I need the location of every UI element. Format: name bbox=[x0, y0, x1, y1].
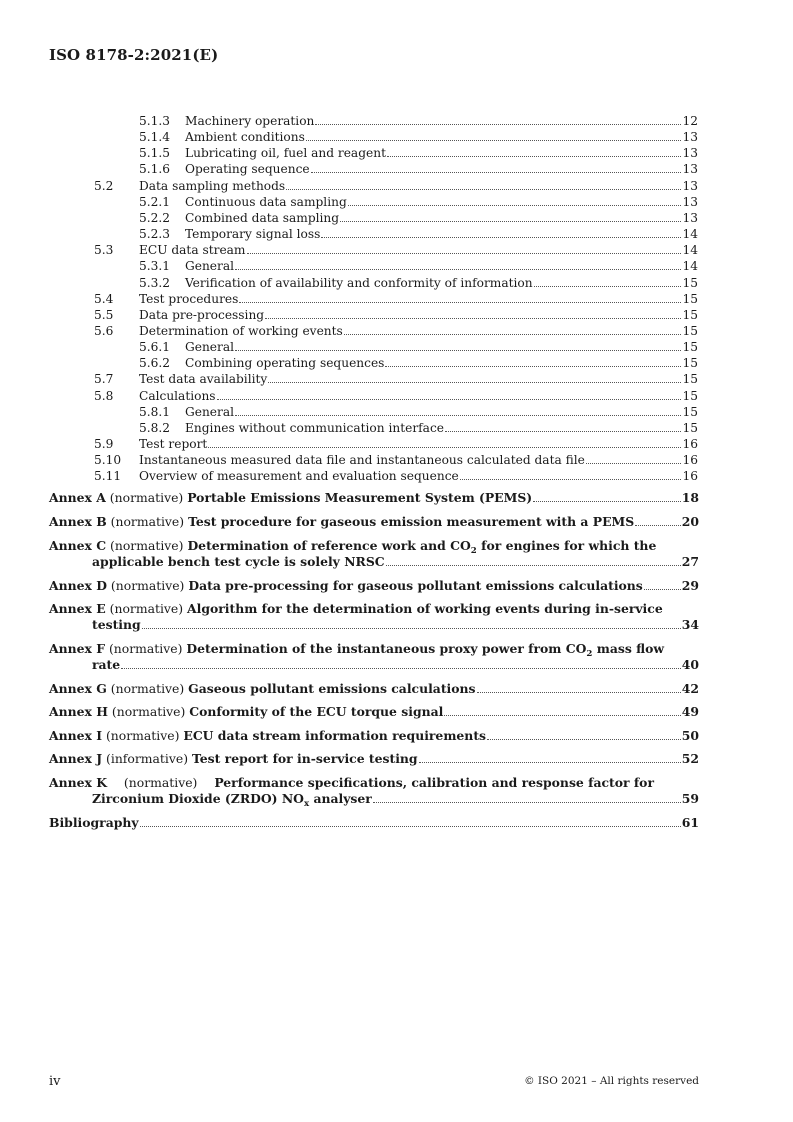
leader-dots bbox=[444, 714, 680, 716]
toc-entry[interactable] bbox=[0, 194, 793, 210]
toc-entry-page: 16 bbox=[682, 469, 698, 484]
toc-annex-g[interactable] bbox=[49, 681, 699, 697]
toc-entry-number: 5.1.3 bbox=[139, 114, 171, 128]
annex-prefix: Annex F bbox=[49, 641, 106, 656]
toc-annex-a[interactable] bbox=[49, 490, 699, 506]
leader-dots bbox=[121, 667, 681, 669]
toc-entry-page: 13 bbox=[682, 194, 698, 209]
leader-dots bbox=[306, 139, 682, 141]
leader-dots bbox=[208, 446, 681, 448]
toc-entry-label: Overview of measurement and evaluation sequence bbox=[139, 469, 459, 484]
toc-entry[interactable] bbox=[0, 275, 793, 291]
toc-entry-label: General bbox=[185, 259, 234, 274]
toc-entry[interactable] bbox=[0, 339, 793, 355]
toc-entry-number: 5.5 bbox=[94, 307, 114, 322]
annex-title-line2: rate bbox=[92, 657, 121, 672]
toc-entry-number: 5.6.1 bbox=[139, 340, 171, 355]
leader-dots bbox=[387, 155, 682, 157]
toc-entry[interactable] bbox=[0, 258, 793, 274]
bibliography-page: 61 bbox=[681, 815, 699, 830]
annex-prefix: Annex C bbox=[49, 538, 107, 553]
leader-dots bbox=[235, 349, 681, 351]
leader-dots bbox=[265, 317, 681, 319]
toc-entry-label: Operating sequence bbox=[185, 162, 310, 177]
annex-prefix: Annex J bbox=[49, 751, 103, 766]
annex-type: (normative) bbox=[109, 601, 184, 616]
toc-entry-page: 13 bbox=[682, 146, 698, 161]
toc-entry-page: 15 bbox=[682, 372, 698, 387]
toc-entry[interactable] bbox=[0, 178, 793, 194]
toc-entry-label: Determination of working events bbox=[139, 323, 343, 338]
toc-entry-number: 5.8.1 bbox=[139, 404, 171, 419]
annex-title-line1: Performance specifications, calibration and response factor for bbox=[214, 775, 654, 790]
annex-type: (normative) bbox=[105, 728, 180, 743]
toc-entry-page: 15 bbox=[682, 420, 698, 435]
toc-entry[interactable] bbox=[0, 242, 793, 258]
toc-entry-number: 5.2.1 bbox=[139, 194, 171, 209]
toc-entry-number: 5.7 bbox=[94, 372, 114, 387]
toc-entry[interactable] bbox=[0, 436, 793, 452]
toc-entry-label: Data sampling methods bbox=[139, 178, 286, 193]
toc-entry-label: Instantaneous measured data file and instantaneous calculated data file bbox=[139, 453, 585, 468]
annex-prefix: Annex A bbox=[49, 490, 106, 505]
annex-page: 29 bbox=[681, 578, 699, 593]
leader-dots bbox=[385, 365, 681, 367]
toc-entry[interactable] bbox=[0, 323, 793, 339]
annex-type: (normative) bbox=[108, 641, 183, 656]
toc-annex-e[interactable] bbox=[49, 601, 699, 633]
toc-entry[interactable] bbox=[0, 452, 793, 468]
leader-dots bbox=[477, 691, 681, 693]
toc-entry-number: 5.3 bbox=[94, 243, 114, 258]
annex-page: 40 bbox=[681, 657, 699, 672]
toc-entry-number: 5.8.2 bbox=[139, 420, 171, 435]
annex-page: 27 bbox=[681, 554, 699, 569]
annex-type: (normative) bbox=[111, 704, 186, 719]
toc-entry-page: 13 bbox=[682, 162, 698, 177]
leader-dots bbox=[321, 236, 681, 238]
toc-annex-j[interactable] bbox=[49, 751, 699, 767]
toc-entry-page: 15 bbox=[682, 404, 698, 419]
toc-entry-label: General bbox=[185, 404, 234, 419]
annex-title-line2: Zirconium Dioxide (ZRDO) $NO_x$ analyser bbox=[92, 791, 372, 809]
annex-title: Conformity of the ECU torque signal bbox=[189, 704, 444, 719]
leader-dots bbox=[460, 478, 682, 480]
annex-type: (informative) bbox=[106, 751, 189, 766]
toc-entry-label: General bbox=[185, 340, 234, 355]
document-header: ISO 8178-2:2021(E) bbox=[49, 46, 219, 64]
annex-page: 49 bbox=[681, 704, 699, 719]
toc-entry-page: 15 bbox=[682, 388, 698, 403]
annex-type: (normative) bbox=[110, 578, 185, 593]
annex-title-line2: testing bbox=[92, 617, 141, 632]
annex-title-line1: Determination of the instantaneous proxy power from $CO_2$ mass flow bbox=[186, 641, 665, 659]
toc-entry[interactable] bbox=[0, 468, 793, 484]
bibliography-title: Bibliography bbox=[49, 815, 139, 830]
leader-dots bbox=[344, 333, 682, 335]
toc-entry-number: 5.2.3 bbox=[139, 227, 171, 242]
toc-entry-page: 15 bbox=[682, 340, 698, 355]
annex-title-line2: applicable bench test cycle is solely NRSC bbox=[92, 554, 385, 569]
toc-entry-page: 16 bbox=[682, 437, 698, 451]
toc-entry-label: ECU data stream bbox=[139, 243, 246, 258]
leader-dots bbox=[386, 564, 681, 566]
leader-dots bbox=[534, 285, 682, 287]
toc-entry[interactable] bbox=[0, 113, 793, 129]
leader-dots bbox=[373, 801, 681, 803]
annex-title-line1: Algorithm for the determination of working events during in-service bbox=[187, 601, 663, 616]
toc-entry-page: 15 bbox=[682, 307, 698, 322]
toc-entry-label: Calculations bbox=[139, 388, 216, 403]
annex-type: (normative) bbox=[110, 514, 185, 529]
leader-dots bbox=[348, 204, 682, 206]
toc-entry[interactable] bbox=[0, 226, 793, 242]
toc-entry-page: 12 bbox=[682, 114, 698, 128]
toc-annex-c[interactable] bbox=[49, 538, 699, 570]
leader-dots bbox=[340, 220, 681, 222]
toc-entry[interactable] bbox=[0, 307, 793, 323]
leader-dots bbox=[644, 588, 681, 590]
annex-page: 52 bbox=[681, 751, 699, 766]
toc-entry-number: 5.6.2 bbox=[139, 356, 171, 371]
annex-prefix: Annex K bbox=[49, 775, 107, 790]
annex-prefix: Annex E bbox=[49, 601, 106, 616]
annex-prefix: Annex B bbox=[49, 514, 107, 529]
leader-dots bbox=[235, 268, 681, 270]
leader-dots bbox=[268, 381, 681, 383]
toc-entry-number: 5.6 bbox=[94, 323, 114, 338]
annex-page: 50 bbox=[681, 728, 699, 743]
annex-title: Test report for in-service testing bbox=[191, 751, 418, 766]
toc-entry-page: 15 bbox=[682, 323, 698, 338]
annex-page: 59 bbox=[681, 791, 699, 806]
toc-entry-number: 5.4 bbox=[94, 291, 114, 306]
toc-entry-number: 5.1.6 bbox=[139, 162, 171, 177]
annex-type: (normative) bbox=[110, 681, 185, 696]
toc-entry-label: Test report bbox=[139, 437, 208, 451]
annex-title: Test procedure for gaseous emission measurement with a PEMS bbox=[188, 514, 635, 529]
annex-prefix: Annex G bbox=[49, 681, 107, 696]
annex-title: Gaseous pollutant emissions calculations bbox=[188, 681, 476, 696]
toc-entry-label: Engines without communication interface bbox=[185, 420, 444, 435]
leader-dots bbox=[286, 188, 681, 190]
toc-annex-k[interactable] bbox=[49, 775, 699, 807]
leader-dots bbox=[487, 738, 681, 740]
leader-dots bbox=[586, 462, 682, 464]
toc-entry-number: 5.1.5 bbox=[139, 146, 171, 161]
leader-dots bbox=[235, 414, 681, 416]
toc-entry[interactable] bbox=[0, 388, 793, 404]
annex-page: 20 bbox=[681, 514, 699, 529]
leader-dots bbox=[311, 171, 682, 173]
toc-annex-i[interactable] bbox=[49, 728, 699, 744]
toc-annex-d[interactable] bbox=[49, 578, 699, 594]
annex-prefix: Annex H bbox=[49, 704, 108, 719]
toc-entry-label: Continuous data sampling bbox=[185, 194, 347, 209]
annex-type: (normative) bbox=[110, 538, 184, 553]
toc-entry[interactable] bbox=[0, 161, 793, 177]
annex-type: (normative) bbox=[109, 490, 184, 505]
toc-annex-h[interactable] bbox=[49, 704, 699, 720]
leader-dots bbox=[419, 761, 681, 763]
toc-entry-number: 5.10 bbox=[94, 453, 122, 468]
leader-dots bbox=[445, 430, 681, 432]
toc-entry[interactable] bbox=[0, 371, 793, 387]
toc-entry-page: 13 bbox=[682, 130, 698, 145]
annex-title-line1: Determination of reference work and $CO_2$ for engines for which the bbox=[187, 538, 657, 556]
toc-entry-number: 5.11 bbox=[94, 469, 122, 484]
toc-entry-page: 15 bbox=[682, 275, 698, 290]
toc-entry[interactable] bbox=[0, 355, 793, 371]
leader-dots bbox=[315, 123, 681, 125]
toc-bibliography[interactable] bbox=[49, 815, 699, 831]
toc-entry-label: Combining operating sequences bbox=[185, 356, 385, 371]
toc-entry-label: Data pre-processing bbox=[139, 307, 265, 322]
toc-entry-label: Combined data sampling bbox=[185, 210, 340, 225]
annex-type: (normative) bbox=[123, 775, 198, 790]
leader-dots bbox=[140, 825, 681, 827]
toc-entry[interactable] bbox=[0, 129, 793, 145]
toc-annex-f[interactable] bbox=[49, 641, 699, 673]
toc-entry-number: 5.2 bbox=[94, 178, 114, 193]
annex-page: 18 bbox=[681, 490, 699, 505]
toc-entry-page: 16 bbox=[682, 453, 698, 468]
annex-page: 42 bbox=[681, 681, 699, 696]
toc-entry-page: 13 bbox=[682, 178, 698, 193]
annex-prefix: Annex I bbox=[49, 728, 103, 743]
toc-entry-number: 5.3.2 bbox=[139, 275, 171, 290]
leader-dots bbox=[635, 524, 681, 526]
toc-entry-label: Temporary signal loss bbox=[185, 227, 321, 242]
toc-entry[interactable] bbox=[0, 420, 793, 436]
toc-entry-page: 14 bbox=[682, 259, 698, 274]
annex-prefix: Annex D bbox=[49, 578, 107, 593]
toc-entry-number: 5.1.4 bbox=[139, 130, 171, 145]
toc-entry-number: 5.8 bbox=[94, 388, 114, 403]
toc-entry-label: Verification of availability and conformity of information bbox=[185, 275, 533, 290]
annex-title: ECU data stream information requirements bbox=[183, 728, 487, 743]
toc-entry[interactable] bbox=[0, 404, 793, 420]
leader-dots bbox=[533, 500, 681, 502]
toc-entry-page: 14 bbox=[682, 227, 698, 242]
toc-entry[interactable] bbox=[0, 210, 793, 226]
toc-entry-label: Ambient conditions bbox=[185, 130, 305, 145]
footer-copyright: © ISO 2021 – All rights reserved bbox=[524, 1075, 699, 1087]
toc-entry-page: 13 bbox=[682, 210, 698, 225]
leader-dots bbox=[217, 398, 682, 400]
toc-annex-b[interactable] bbox=[49, 514, 699, 530]
toc-entry[interactable] bbox=[0, 291, 793, 307]
toc-entry-number: 5.3.1 bbox=[139, 259, 171, 274]
toc-entry-number: 5.9 bbox=[94, 437, 114, 451]
toc-entry[interactable] bbox=[0, 145, 793, 161]
toc-entry-page: 15 bbox=[682, 356, 698, 371]
footer-page-number: iv bbox=[49, 1074, 61, 1089]
leader-dots bbox=[239, 301, 681, 303]
leader-dots bbox=[247, 252, 682, 254]
annex-page: 34 bbox=[681, 617, 699, 632]
toc-entry-label: Test data availability bbox=[139, 372, 268, 387]
toc-entry-label: Lubricating oil, fuel and reagent bbox=[185, 146, 386, 161]
annex-title: Data pre-processing for gaseous pollutant emissions calculations bbox=[188, 578, 643, 593]
toc-entry-label: Machinery operation bbox=[185, 114, 315, 128]
toc-entry-number: 5.2.2 bbox=[139, 210, 171, 225]
toc-entry-label: Test procedures bbox=[139, 291, 239, 306]
annex-title: Portable Emissions Measurement System (PEMS) bbox=[187, 490, 533, 505]
toc-entry-page: 15 bbox=[682, 291, 698, 306]
toc-entry-page: 14 bbox=[682, 243, 698, 258]
leader-dots bbox=[142, 627, 681, 629]
